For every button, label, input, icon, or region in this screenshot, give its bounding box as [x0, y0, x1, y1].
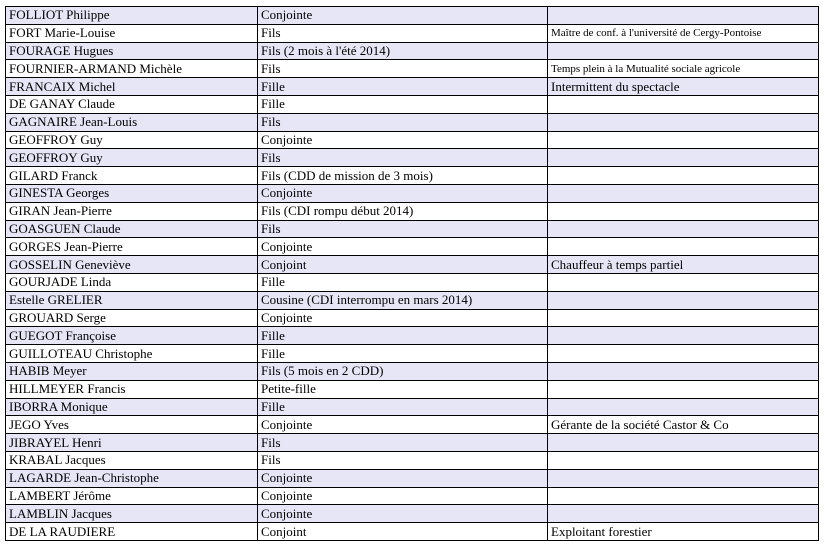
cell-name: IBORRA Monique — [6, 398, 258, 416]
cell-name: GOSSELIN Geneviève — [6, 256, 258, 274]
cell-note — [548, 113, 819, 131]
cell-note: Exploitant forestier — [548, 523, 819, 541]
cell-note — [548, 184, 819, 202]
cell-relation: Fille — [258, 345, 548, 363]
cell-relation: Conjointe — [258, 505, 548, 523]
table-row — [6, 202, 819, 220]
cell-relation: Conjointe — [258, 238, 548, 256]
cell-note — [548, 327, 819, 345]
cell-name: LAMBLIN Jacques — [6, 505, 258, 523]
cell-note — [548, 149, 819, 167]
table-row — [6, 256, 819, 274]
cell-note — [548, 345, 819, 363]
table-row — [6, 380, 819, 398]
cell-relation: Fils (CDI rompu début 2014) — [258, 202, 548, 220]
cell-note — [548, 238, 819, 256]
table-row — [6, 416, 819, 434]
cell-note — [548, 42, 819, 60]
table-row — [6, 523, 819, 541]
cell-name: GOURJADE Linda — [6, 273, 258, 291]
staff-table — [5, 6, 819, 541]
cell-relation: Fils — [258, 60, 548, 78]
cell-relation: Fille — [258, 95, 548, 113]
cell-name: GAGNAIRE Jean-Louis — [6, 113, 258, 131]
table-row — [6, 487, 819, 505]
cell-relation: Cousine (CDI interrompu en mars 2014) — [258, 291, 548, 309]
cell-name: KRABAL Jacques — [6, 451, 258, 469]
cell-name: FOURAGE Hugues — [6, 42, 258, 60]
cell-relation: Conjointe — [258, 416, 548, 434]
cell-name: Estelle GRELIER — [6, 291, 258, 309]
cell-note — [548, 131, 819, 149]
cell-name: LAMBERT Jérôme — [6, 487, 258, 505]
table-row — [6, 362, 819, 380]
cell-relation: Conjointe — [258, 469, 548, 487]
table-row — [6, 345, 819, 363]
cell-relation: Conjoint — [258, 523, 548, 541]
cell-relation: Fils (5 mois en 2 CDD) — [258, 362, 548, 380]
cell-relation: Fils (CDD de mission de 3 mois) — [258, 167, 548, 185]
cell-name: FOURNIER-ARMAND Michèle — [6, 60, 258, 78]
table-row — [6, 327, 819, 345]
table-row — [6, 505, 819, 523]
cell-name: LAGARDE Jean-Christophe — [6, 469, 258, 487]
cell-note: Chauffeur à temps partiel — [548, 256, 819, 274]
cell-name: HABIB Meyer — [6, 362, 258, 380]
cell-relation: Fils — [258, 24, 548, 42]
table-row — [6, 149, 819, 167]
cell-note — [548, 451, 819, 469]
cell-name: GOASGUEN Claude — [6, 220, 258, 238]
cell-note: Intermittent du spectacle — [548, 78, 819, 96]
table-row — [6, 434, 819, 452]
cell-name: GILARD Franck — [6, 167, 258, 185]
table-row — [6, 24, 819, 42]
cell-relation: Petite-fille — [258, 380, 548, 398]
table-row — [6, 7, 819, 25]
cell-name: DE GANAY Claude — [6, 95, 258, 113]
cell-note — [548, 220, 819, 238]
cell-relation: Fils — [258, 149, 548, 167]
cell-name: JEGO Yves — [6, 416, 258, 434]
cell-note: Temps plein à la Mutualité sociale agricole — [548, 60, 819, 78]
cell-note — [548, 167, 819, 185]
table-row — [6, 220, 819, 238]
cell-note — [548, 95, 819, 113]
cell-relation: Fille — [258, 398, 548, 416]
cell-note: Maître de conf. à l'université de Cergy-Pontoise — [548, 24, 819, 42]
cell-relation: Fils (2 mois à l'été 2014) — [258, 42, 548, 60]
cell-note — [548, 505, 819, 523]
cell-relation: Fils — [258, 113, 548, 131]
table-row — [6, 167, 819, 185]
table-row — [6, 113, 819, 131]
cell-name: GROUARD Serge — [6, 309, 258, 327]
cell-relation: Fils — [258, 451, 548, 469]
table-row — [6, 42, 819, 60]
cell-name: DE LA RAUDIERE — [6, 523, 258, 541]
table-row — [6, 469, 819, 487]
cell-relation: Conjointe — [258, 131, 548, 149]
table-row — [6, 309, 819, 327]
table-row — [6, 291, 819, 309]
cell-note — [548, 469, 819, 487]
table-row — [6, 451, 819, 469]
table-row — [6, 95, 819, 113]
cell-name: GEOFFROY Guy — [6, 131, 258, 149]
table-row — [6, 60, 819, 78]
cell-name: GINESTA Georges — [6, 184, 258, 202]
cell-note — [548, 309, 819, 327]
cell-relation: Fille — [258, 78, 548, 96]
cell-name: GUEGOT Françoise — [6, 327, 258, 345]
table-row — [6, 131, 819, 149]
cell-relation: Conjointe — [258, 7, 548, 25]
table-row — [6, 273, 819, 291]
cell-note — [548, 202, 819, 220]
table-container — [5, 6, 819, 541]
cell-note — [548, 434, 819, 452]
cell-name: JIBRAYEL Henri — [6, 434, 258, 452]
cell-name: FRANCAIX Michel — [6, 78, 258, 96]
cell-note: Gérante de la société Castor & Co — [548, 416, 819, 434]
cell-relation: Fils — [258, 434, 548, 452]
cell-note — [548, 273, 819, 291]
cell-name: GIRAN Jean-Pierre — [6, 202, 258, 220]
cell-relation: Conjointe — [258, 487, 548, 505]
cell-name: HILLMEYER Francis — [6, 380, 258, 398]
cell-relation: Conjointe — [258, 309, 548, 327]
cell-relation: Fille — [258, 327, 548, 345]
cell-name: GORGES Jean-Pierre — [6, 238, 258, 256]
table-row — [6, 78, 819, 96]
cell-name: GEOFFROY Guy — [6, 149, 258, 167]
cell-relation: Fille — [258, 273, 548, 291]
table-row — [6, 184, 819, 202]
table-row — [6, 238, 819, 256]
cell-relation: Conjoint — [258, 256, 548, 274]
cell-name: FORT Marie-Louise — [6, 24, 258, 42]
cell-note — [548, 380, 819, 398]
cell-name: FOLLIOT Philippe — [6, 7, 258, 25]
cell-relation: Fils — [258, 220, 548, 238]
cell-note — [548, 291, 819, 309]
cell-relation: Conjointe — [258, 184, 548, 202]
cell-name: GUILLOTEAU Christophe — [6, 345, 258, 363]
cell-note — [548, 7, 819, 25]
table-row — [6, 398, 819, 416]
table-body — [6, 7, 819, 541]
cell-note — [548, 362, 819, 380]
cell-note — [548, 398, 819, 416]
cell-note — [548, 487, 819, 505]
